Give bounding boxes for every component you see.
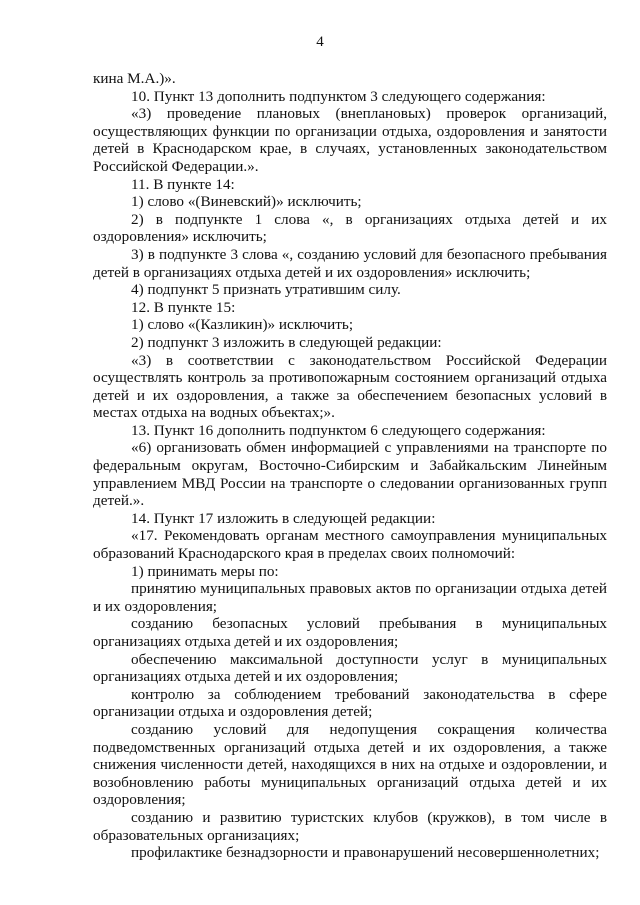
paragraph: профилактике безнадзорности и правонарушений несовершеннолетних; [131, 844, 600, 862]
paragraph: 1) слово «(Казликин)» исключить; [131, 316, 354, 334]
paragraph: 14. Пункт 17 изложить в следующей редакции: [131, 509, 436, 527]
paragraph: «3) проведение плановых (внеплановых) проверок организаций, осуществляющих функции по организации отдыха, оздоровления и занятости детей в Краснодарском крае, в случаях, установленных законодательством Российской Федерации.». [93, 105, 607, 175]
paragraph: созданию условий для недопущения сокращения количества подведомственных организаций отдыха детей и их оздоровления, а также снижения численности детей, находящихся в них на отдыхе и оздоровлении, и возобновлению работы муниципальных организаций отдыха детей и их оздоровления; [93, 720, 607, 809]
paragraph: кина М.А.)». [93, 70, 176, 87]
paragraph: 1) слово «(Виневский)» исключить; [131, 193, 362, 211]
paragraph: «6) организовать обмен информацией с управлениями на транспорте по федеральным округам, Восточно-Сибирским и Забайкальским Линейным управлением МВД России на транспорте о следовании организованных групп детей.». [93, 439, 607, 510]
paragraph: обеспечению максимальной доступности услуг в муниципальных организациях отдыха детей и их оздоровления; [93, 650, 607, 686]
paragraph: 2) в подпункте 1 слова «, в организациях отдыха детей и их оздоровления» исключить; [93, 210, 607, 246]
paragraph: контролю за соблюдением требований законодательства в сфере организации отдыха и оздоровления детей; [93, 685, 607, 721]
paragraph: 2) подпункт 3 изложить в следующей редакции: [131, 333, 442, 351]
paragraph: принятию муниципальных правовых актов по организации отдыха детей и их оздоровления; [93, 580, 607, 615]
page-number: 4 [316, 34, 324, 50]
paragraph: 11. В пункте 14: [131, 175, 235, 193]
paragraph: 4) подпункт 5 признать утратившим силу. [131, 281, 401, 299]
paragraph: созданию безопасных условий пребывания в муниципальных организациях отдыха детей и их оздоровления; [93, 615, 607, 650]
paragraph: «3) в соответствии с законодательством Российской Федерации осуществлять контроль за противопожарным состоянием организаций отдыха детей и их оздоровления, а также за обеспечением безопасных условий в местах отдыха на водных объектах;». [93, 351, 607, 422]
document-body [93, 70, 607, 862]
paragraph: «17. Рекомендовать органам местного самоуправления муниципальных образований Краснодарского края в пределах своих полномочий: [93, 527, 607, 563]
paragraph: 10. Пункт 13 дополнить подпунктом 3 следующего содержания: [131, 87, 546, 105]
paragraph: 1) принимать меры по: [131, 562, 279, 580]
paragraph: 3) в подпункте 3 слова «, созданию условий для безопасного пребывания детей в организациях отдыха детей и их оздоровления» исключить; [93, 245, 607, 281]
paragraph: 12. В пункте 15: [131, 298, 236, 316]
paragraph: созданию и развитию туристских клубов (кружков), в том числе в образовательных организациях; [93, 808, 607, 844]
paragraph: 13. Пункт 16 дополнить подпунктом 6 следующего содержания: [131, 421, 546, 439]
